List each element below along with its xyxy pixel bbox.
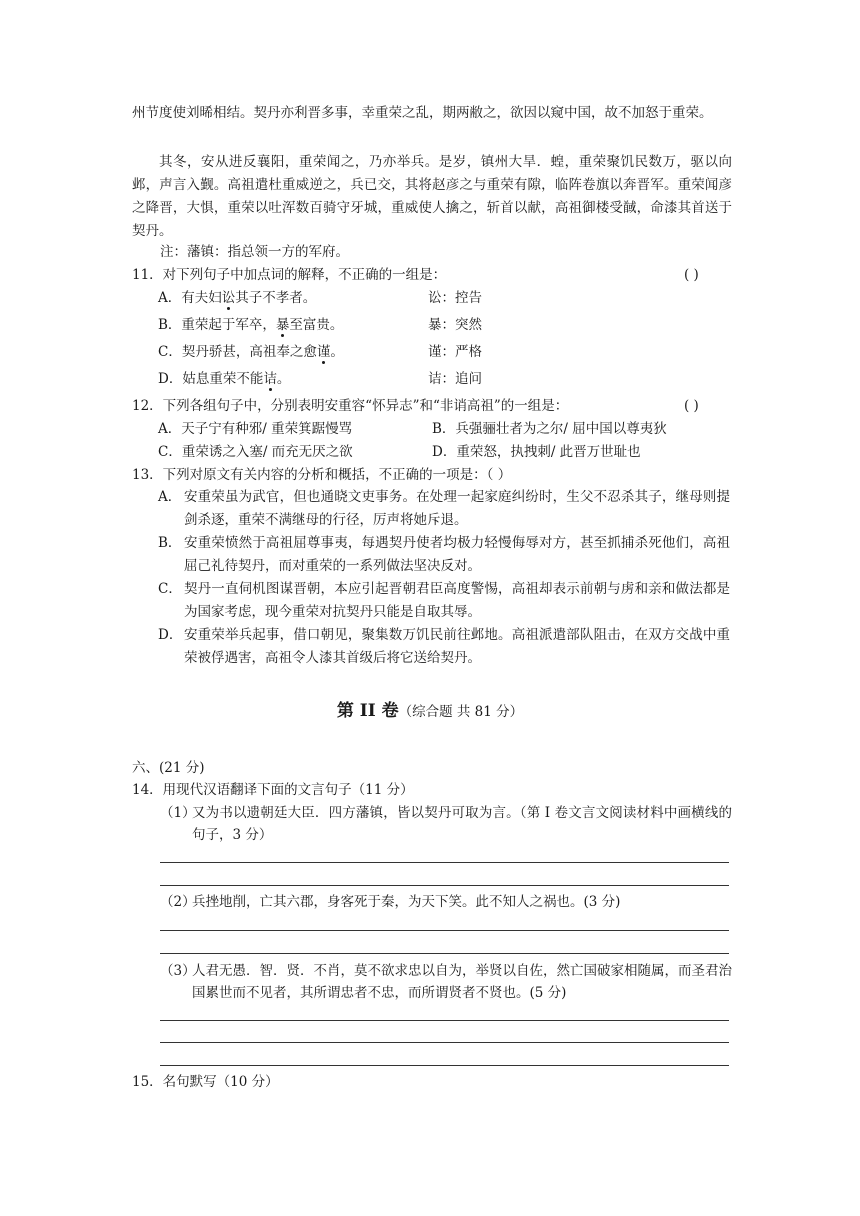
option-label: A．: [158, 290, 182, 306]
section-6-header: 六、(21 分): [132, 760, 205, 776]
question-12-option-c: C．重荣诱之入塞/ 而充无厌之欲: [158, 444, 353, 460]
option-text: 安重荣举兵起事，借口朝见，聚集数万饥民前往邺地。高祖派遣部队阻击，在双方交战中重荣被俘遇害，高祖令人漆其首级后将它送给契丹。: [184, 627, 730, 666]
option-label: C．: [158, 581, 182, 597]
answer-line-1a[interactable]: [160, 862, 729, 863]
option-label: D．: [158, 371, 183, 387]
question-13-option-b: [158, 532, 730, 578]
option-text-before: 有夫妇: [181, 290, 222, 306]
dotted-word: 讼: [221, 290, 236, 306]
question-13-option-a: [158, 486, 730, 532]
option-text: 契丹一直伺机图谋晋朝，本应引起晋朝君臣高度警惕，高祖却表示前朝与虏和亲和做法都是为国家考虑，现今重荣对抗契丹只能是自取其辱。: [184, 581, 730, 620]
option-text: 安重荣虽为武官，但也通晓文吏事务。在处理一起家庭纠纷时，生父不忍杀其子，继母则提剑杀逐，重荣不满继母的行径，厉声将她斥退。: [184, 489, 730, 528]
part-2-title: 第 II 卷: [336, 701, 399, 721]
question-12-option-d: D．重荣怒，执拽刺/ 此晋万世耻也: [432, 444, 641, 460]
option-label: B．: [158, 317, 182, 333]
sub-text: 人君无愚．智．贤．不肖，莫不欲求忠以自为，举贤以自佐，然亡国破家相随属，而圣君治国累世而不见者，其所谓忠者不忠，而所谓贤者不贤也。(5 分): [192, 963, 732, 1001]
question-14-part-2: [160, 891, 732, 913]
answer-line-2b[interactable]: [160, 953, 729, 954]
dotted-word: 诘: [263, 371, 277, 387]
option-label: B．: [158, 535, 182, 551]
answer-line-2a[interactable]: [160, 930, 729, 931]
sub-label: （3）: [160, 963, 196, 979]
question-15-stem: 15．名句默写（10 分）: [132, 1074, 279, 1090]
sub-label: （1）: [160, 805, 196, 821]
answer-line-3b[interactable]: [160, 1042, 729, 1043]
question-11-gloss-c: 谨：严格: [428, 344, 482, 360]
option-text-after: 至富贵。: [289, 317, 344, 333]
answer-line-1b[interactable]: [160, 885, 729, 886]
question-14-stem: 14．用现代汉语翻译下面的文言句子（11 分）: [132, 782, 414, 798]
question-14-part-1: [160, 802, 732, 846]
option-text: 安重荣愤然于高祖屈尊事夷，每遇契丹使者均极力轻慢侮辱对方，甚至抓捕杀死他们，高祖屈己礼待契丹，而对重荣的一系列做法坚决反对。: [184, 535, 730, 574]
option-text-after: 。: [276, 371, 291, 387]
option-label: A．: [158, 489, 182, 505]
question-13-option-c: [158, 578, 730, 624]
question-11-stem: 11．对下列句子中加点词的解释，不正确的一组是：: [132, 267, 447, 283]
sub-text: 又为书以遗朝廷大臣．四方藩镇，皆以契丹可取为言。（第 I 卷文言文阅读材料中画横线的句子，3 分）: [192, 805, 732, 843]
question-11-answer-paren: ( ): [684, 267, 699, 283]
question-13-stem: 13．下列对原文有关内容的分析和概括，不正确的一项是：（ ）: [132, 467, 512, 483]
answer-line-3a[interactable]: [160, 1020, 729, 1021]
question-11-gloss-b: 暴：突然: [428, 317, 482, 333]
question-12-answer-paren: ( ): [684, 398, 699, 414]
part-2-heading: [0, 700, 860, 723]
question-14-part-3: [160, 960, 732, 1004]
answer-line-3c[interactable]: [160, 1065, 729, 1066]
question-11-gloss-a: 讼：控告: [428, 290, 482, 306]
passage-paragraph-2: 其冬，安从进反襄阳，重荣闻之，乃亦举兵。是岁，镇州大旱．蝗，重荣聚饥民数万，驱以向邺，声言入觐。高祖遣杜重威逆之，兵已交，其将赵彦之与重荣有隙，临阵卷旗以奔晋军。重荣闻彦之降晋，大惧，重荣以吐浑数百骑守牙城，重威使人擒之，斩首以献，高祖御楼受馘，命漆其首送于契丹。: [132, 154, 732, 239]
passage-note: 注：藩镇：指总领一方的军府。: [160, 244, 349, 260]
option-text-before: 重荣起于军卒，: [181, 317, 276, 333]
dotted-word: 谨: [316, 344, 331, 360]
question-11-option-c: [158, 342, 344, 362]
passage-paragraph-1: 州节度使刘晞相结。契丹亦利晋多事，幸重荣之乱，期两敝之，欲因以窥中国，故不加怒于重荣。: [132, 105, 713, 121]
option-label: C．: [158, 344, 182, 360]
option-text-after: 。: [330, 344, 344, 360]
question-11-option-a: [158, 288, 316, 308]
option-text-after: 其子不孝者。: [235, 290, 317, 306]
option-text-before: 姑息重荣不能: [182, 371, 264, 387]
question-12-option-b: B．兵强骊壮者为之尔/ 屈中国以尊夷狄: [432, 421, 667, 437]
question-11-option-b: [158, 315, 343, 335]
question-12-stem: 12．下列各组句子中，分别表明安重容“怀异志”和“非诮高祖”的一组是：: [132, 398, 569, 414]
question-11-option-d: [158, 369, 290, 389]
sub-text: 兵挫地削，亡其六郡，身客死于秦，为天下笑。此不知人之祸也。(3 分): [192, 894, 621, 910]
question-11-gloss-d: 诘：追问: [428, 371, 482, 387]
question-13-option-d: [158, 624, 730, 670]
question-12-option-a: A．天子宁有种邪/ 重荣箕踞慢骂: [158, 421, 353, 437]
sub-label: （2）: [160, 894, 196, 910]
option-text-before: 契丹骄甚，高祖奉之愈: [181, 344, 317, 360]
option-label: D．: [158, 627, 183, 643]
part-2-subtitle: （综合题 共 81 分）: [398, 704, 524, 720]
dotted-word: 暴: [275, 317, 290, 333]
